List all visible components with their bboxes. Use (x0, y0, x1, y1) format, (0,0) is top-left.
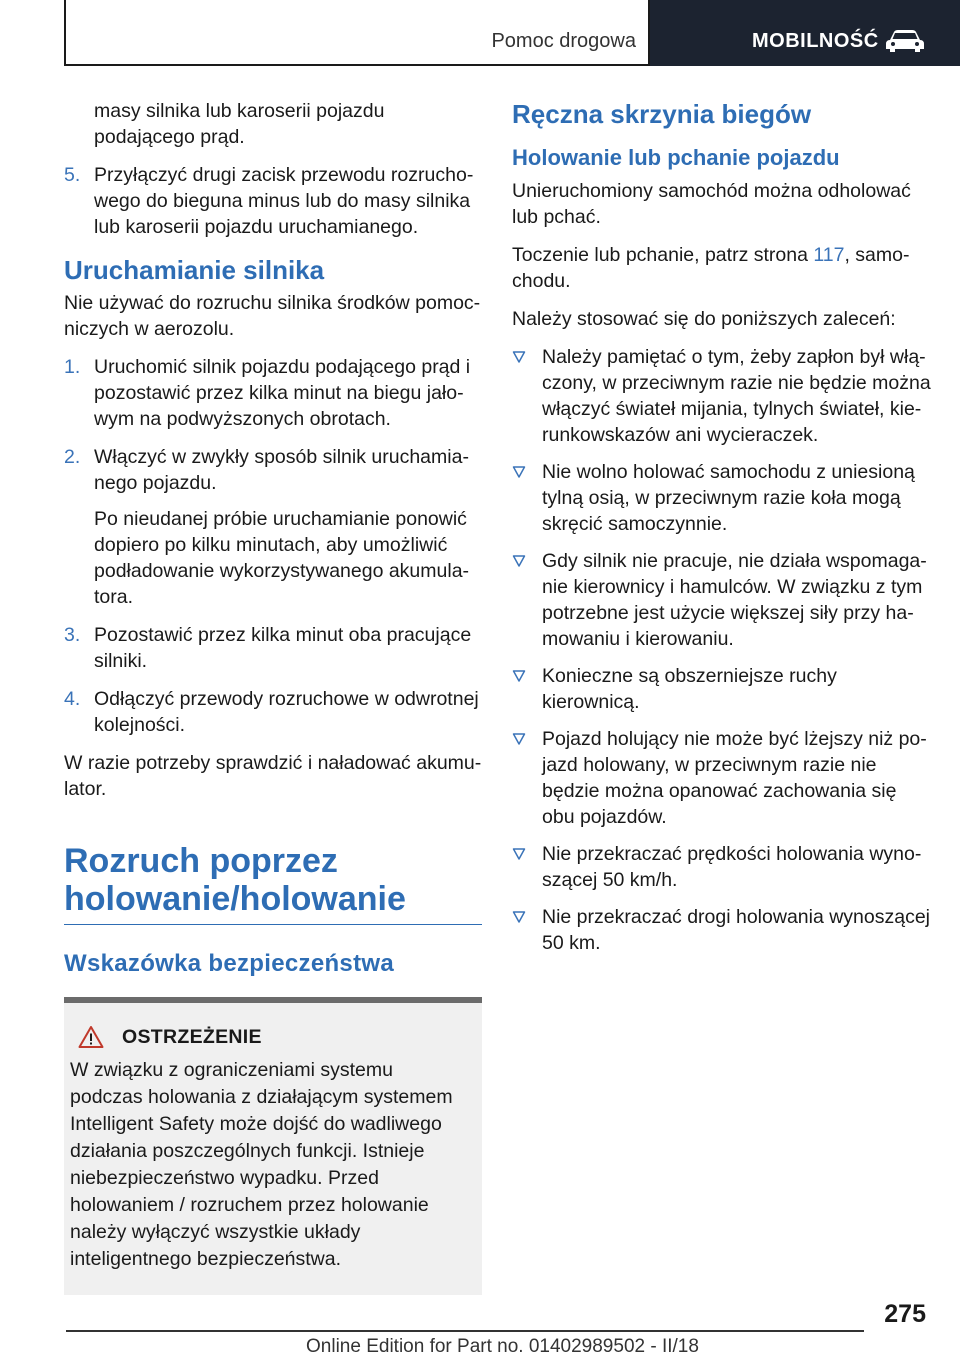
list-continuation: masy silnika lub karoserii pojazdu podającego prąd. (94, 100, 385, 148)
left-column (64, 98, 482, 1295)
step-number: 5. (64, 164, 81, 186)
step-text: Uruchomić silnik pojazdu podającego prąd i pozostawić przez kilka minut na biegu jałowym na podwyższonych obrotach. (94, 356, 471, 430)
car-icon (884, 28, 926, 54)
step-text: Włączyć w zwykły sposób silnik uruchamianego pojazdu. (94, 446, 469, 494)
step-text: Pozostawić przez kilka minut oba pracujące silniki. (94, 624, 472, 672)
list-item-text: Nie przekraczać drogi holowania wynoszącej 50 km. (542, 906, 931, 954)
heading-manual-gearbox: Ręczna skrzynia biegów (512, 99, 812, 129)
step-text: Odłączyć przewody rozruchowe w odwrotnej kolejności. (94, 688, 479, 736)
steps-list-b (64, 354, 482, 738)
step-number: 4. (64, 688, 81, 710)
list-item-text: Nie przekraczać prędkości holowania wynoszącej 50 km/h. (542, 843, 922, 891)
bullet-triangle-icon (512, 732, 526, 746)
list-item (512, 663, 932, 715)
bullet-triangle-icon (512, 910, 526, 924)
step-number: 2. (64, 446, 81, 468)
warning-text: W związku z ograniczeniami systemu podczas holowania z działającym systemem Intelligent Safety może dojść do wadliwego działania poszczególnych funkcji. Istnieje niebezpieczeństwo wypadku. Przed holowaniem / rozruchem przez holowanie należy wyłączyć wszystkie układy inteligentnego bezpieczeństwa. (70, 1059, 453, 1270)
warning-triangle-icon (78, 1025, 104, 1049)
paragraph: Należy stosować się do poniższych zaleceń: (512, 308, 896, 330)
list-item (512, 459, 932, 537)
bullet-triangle-icon (512, 669, 526, 683)
heading-tow-start: Rozruch poprzez holowanie/holowanie (64, 842, 406, 918)
warning-title: OSTRZEŻENIE (122, 1025, 262, 1048)
heading-engine-start: Uruchamianie silnika (64, 255, 325, 285)
bullet-triangle-icon (512, 847, 526, 861)
text: , samochodu. (512, 244, 910, 292)
recommendations-list (512, 344, 932, 956)
heading-tow-push: Holowanie lub pchanie pojazdu (512, 145, 840, 170)
list-item (64, 622, 482, 674)
list-item (64, 354, 482, 432)
page-number: 275 (884, 1300, 926, 1328)
page-link[interactable]: 117 (813, 244, 845, 266)
list-item-text: Nie wolno holować samochodu z uniesioną tylną osią, w przeciwnym razie koła mogą skręcić samoczynnie. (542, 461, 915, 535)
warning-header (70, 1025, 464, 1049)
footer-rule (66, 1330, 864, 1332)
paragraph: Unieruchomiony samochód można odholować lub pchać. (512, 180, 911, 228)
list-item (512, 726, 932, 830)
header-left-rule (64, 0, 66, 66)
step-text: Przyłączyć drugi zacisk przewodu rozruchowego do bieguna minus lub do masy silnika lub karoserii pojazdu uruchamianego. (94, 164, 474, 238)
text: Toczenie lub pchanie, patrz strona (512, 244, 814, 266)
bullet-triangle-icon (512, 554, 526, 568)
header-section-title: Pomoc drogowa (491, 30, 636, 52)
list-item (64, 686, 482, 738)
header-chapter-tab[interactable] (650, 0, 960, 66)
list-item-text: Pojazd holujący nie może być lżejszy niż pojazd holowany, w przeciwnym razie nie będzie można opanować zachowania się obu pojazdów. (542, 728, 927, 828)
step-number: 3. (64, 624, 81, 646)
step-number: 1. (64, 356, 81, 378)
list-item (512, 548, 932, 652)
bullet-triangle-icon (512, 465, 526, 479)
heading-safety-note: Wskazówka bezpieczeństwa (64, 950, 394, 977)
list-item (64, 444, 482, 610)
paragraph: Nie używać do rozruchu silnika środków pomocniczych w aerozolu. (64, 292, 481, 340)
list-item (512, 344, 932, 448)
warning-box (64, 997, 482, 1295)
right-column (512, 98, 932, 967)
list-item-text: Należy pamiętać o tym, żeby zapłon był włączony, w przeciwnym razie nie będzie można włączyć świateł mijania, tylnych świateł, kierunkowskazów ani wycieraczek. (542, 346, 931, 446)
list-item (512, 904, 932, 956)
header-chapter-label: MOBILNOŚĆ (752, 30, 879, 52)
list-item (512, 841, 932, 893)
list-item-text: Gdy silnik nie pracuje, nie działa wspomaganie kierownicy i hamulców. W związku z tym potrzebne jest użycie większej siły przy hamowaniu i kierowaniu. (542, 550, 927, 650)
heading-tow-start-wrap (64, 842, 482, 925)
list-item (64, 162, 482, 240)
footer-edition: Online Edition for Part no. 01402989502 - II/18 (306, 1336, 699, 1357)
list-item-text: Konieczne są obszerniejsze ruchy kierownicą. (542, 665, 837, 713)
paragraph-with-link (512, 242, 932, 294)
paragraph: W razie potrzeby sprawdzić i naładować akumulator. (64, 752, 482, 800)
step-subtext: Po nieudanej próbie uruchamianie ponowić dopiero po kilku minutach, aby umożliwić podładowanie wykorzystywanego akumulatora. (94, 508, 470, 608)
bullet-triangle-icon (512, 350, 526, 364)
steps-list-a (64, 162, 482, 240)
